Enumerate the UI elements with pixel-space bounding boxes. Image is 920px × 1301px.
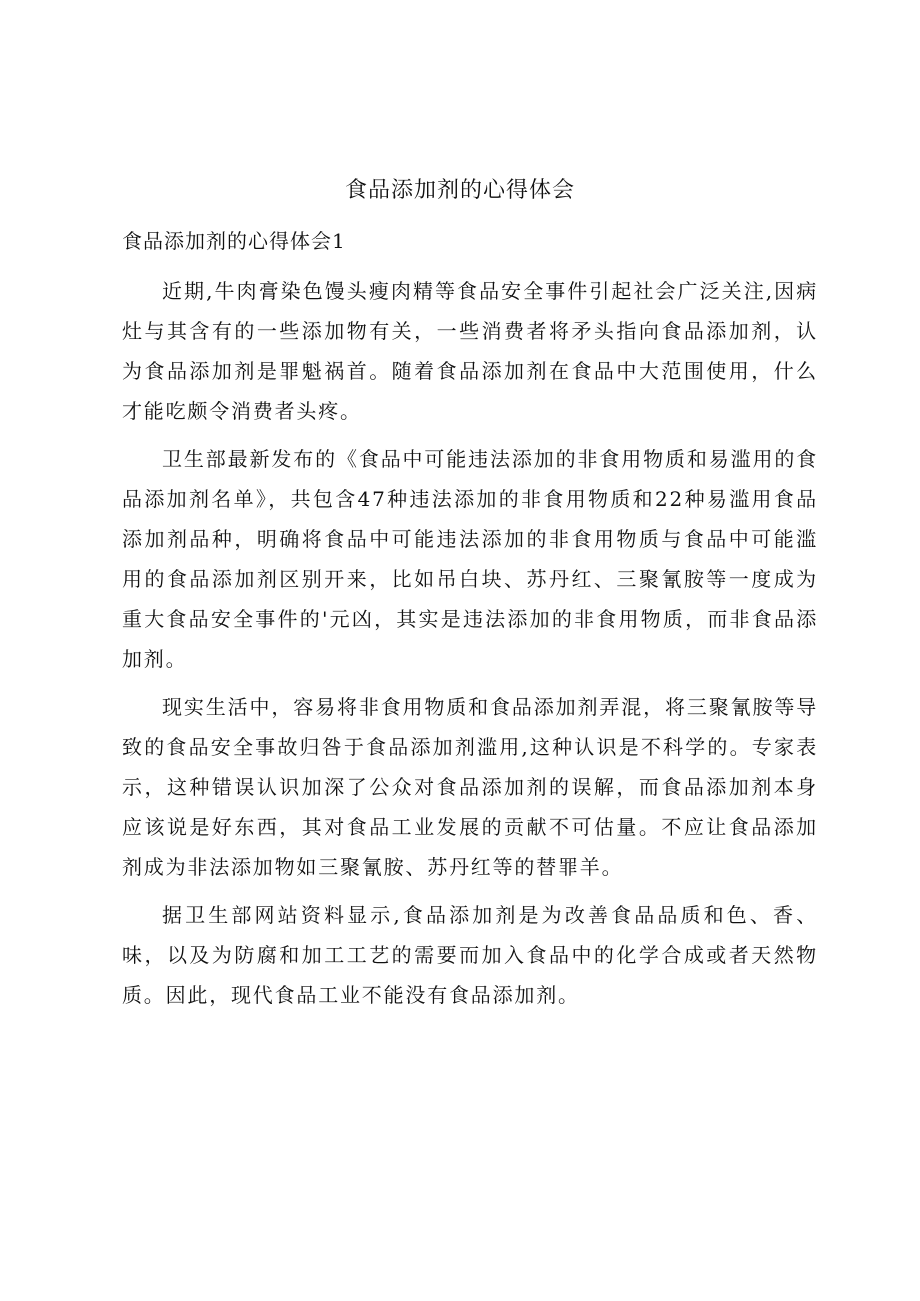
document-title: 食品添加剂的心得体会 xyxy=(344,178,575,203)
paragraph-4: 据卫生部网站资料显示,食品添加剂是为改善食品品质和色、香、味，以及为防腐和加工工艺的需要而加入食品中的化学合成或者天然物质。因此，现代食品工业不能没有食品添加剂。 xyxy=(122,903,818,1007)
paragraph-3: 现实生活中，容易将非食用物质和食品添加剂弄混，将三聚氰胺等导致的食品安全事故归咎于食品添加剂滥用,这种认识是不科学的。专家表示，这种错误认识加深了公众对食品添加剂的误解，而食品添加剂本身应该说是好东西，其对食品工业发展的贡献不可估量。不应让食品添加剂成为非法添加物如三聚氰胺、苏丹红等的替罪羊。 xyxy=(122,695,818,879)
section-heading: 食品添加剂的心得体会1 xyxy=(122,229,346,253)
document-body xyxy=(122,271,818,1023)
paragraph-2: 卫生部最新发布的《食品中可能违法添加的非食用物质和易滥用的食品添加剂名单》，共包含47种违法添加的非食用物质和22种易滥用食品添加剂品种，明确将食品中可能违法添加的非食用物质与食品中可能滥用的食品添加剂区别开来，比如吊白块、苏丹红、三聚氰胺等一度成为重大食品安全事件的'元凶，其实是违法添加的非食用物质，而非食品添加剂。 xyxy=(122,447,818,671)
paragraph-1: 近期,牛肉膏染色馒头瘦肉精等食品安全事件引起社会广泛关注,因病灶与其含有的一些添加物有关，一些消费者将矛头指向食品添加剂，认为食品添加剂是罪魁祸首。随着食品添加剂在食品中大范围使用，什么才能吃颇令消费者头疼。 xyxy=(122,279,818,423)
